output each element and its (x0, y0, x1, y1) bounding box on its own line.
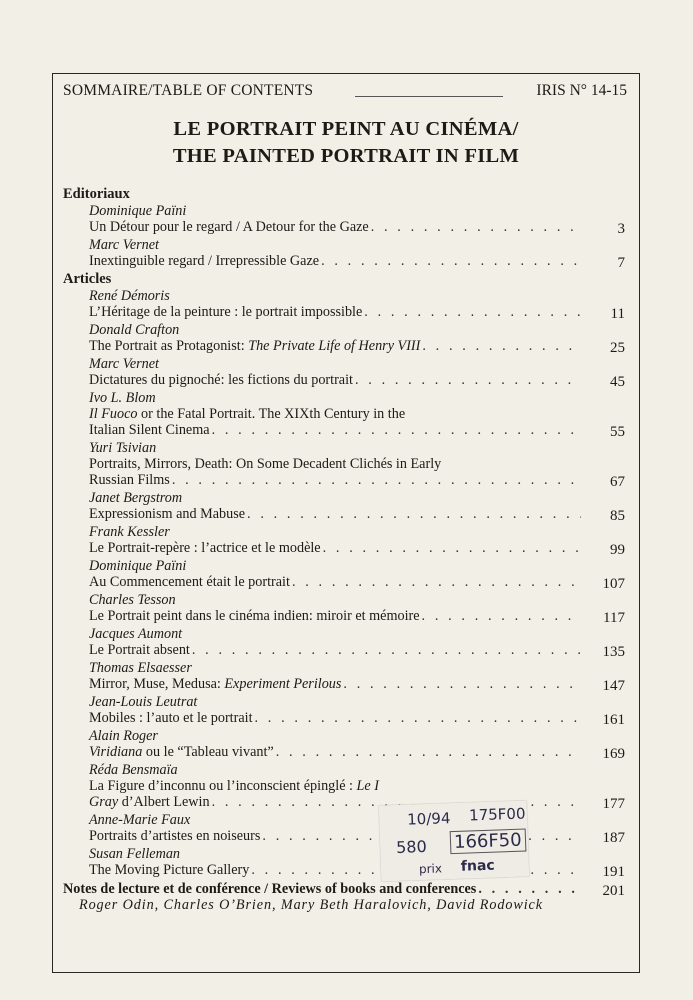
entry-author: Thomas Elsaesser (89, 660, 192, 676)
entry-author: Yuri Tsivian (89, 440, 157, 456)
entry-title-part: or the Fatal Portrait. The XIXth Century in the (137, 406, 406, 422)
entry-title (89, 794, 210, 810)
issue-title (53, 116, 639, 170)
entry-page: 135 (602, 644, 625, 660)
entry-page: 85 (610, 508, 625, 524)
sticker-store: fnac (460, 857, 495, 875)
entry-page: 161 (602, 712, 625, 728)
entry-author: Dominique Païni (89, 558, 187, 574)
entry-title: Au Commencement était le portrait (89, 574, 290, 590)
leader-dots (247, 506, 581, 522)
entry-author: René Démoris (89, 288, 170, 304)
toc-entry (63, 694, 625, 726)
entry-page: 117 (603, 610, 625, 626)
entry-page: 187 (602, 830, 625, 846)
section-editoriaux: Editoriaux (63, 186, 130, 202)
entry-title: Italian Silent Cinema (89, 422, 210, 438)
entry-title-line: Portraits, Mirrors, Death: On Some Decadent Clichés in Early (89, 456, 442, 472)
entry-title: Inextinguible regard / Irrepressible Gaze (89, 253, 320, 269)
entry-title: L’Héritage de la peinture : le portrait impossible (89, 304, 363, 320)
leader-dots (255, 710, 581, 726)
entry-title-film: The Private Life of Henry VIII (248, 338, 421, 354)
title-line-1: LE PORTRAIT PEINT AU CINÉMA/ (173, 118, 519, 140)
toc-entry (63, 846, 625, 878)
notes-authors: Roger Odin, Charles O’Brien, Mary Beth Haralovich, David Rodowick (79, 897, 543, 913)
toc-entry (63, 490, 625, 522)
header-rule (355, 96, 503, 97)
entry-page: 99 (610, 542, 625, 558)
toc-entry (63, 322, 625, 354)
entry-title-film: Viridiana (89, 744, 143, 760)
entry-page: 191 (602, 864, 625, 880)
sticker-date: 10/94 (406, 809, 451, 829)
entry-page: 25 (610, 340, 625, 356)
entry-author: Donald Crafton (89, 322, 180, 338)
entry-author: Charles Tesson (89, 592, 176, 608)
entry-author: Ivo L. Blom (89, 390, 156, 406)
entry-author: Dominique Païni (89, 203, 187, 219)
entry-author: Jacques Aumont (89, 626, 183, 642)
entry-page: 55 (610, 424, 625, 440)
toc-entry (63, 762, 625, 810)
toc-entry (63, 390, 625, 438)
section-articles: Articles (63, 271, 112, 287)
toc-entry (63, 592, 625, 624)
notes-page: 201 (602, 883, 625, 899)
leader-dots (172, 472, 581, 488)
entry-author: Réda Bensmaïa (89, 762, 178, 778)
entry-title: The Moving Picture Gallery (89, 862, 250, 878)
entry-page: 177 (602, 796, 625, 812)
entry-title-film: Experiment Perilous (224, 676, 342, 692)
header (63, 82, 627, 104)
entry-title-part: d’Albert Lewin (118, 794, 210, 810)
entry-page: 107 (602, 576, 625, 592)
toc-entry (63, 203, 625, 235)
entry-title: Russian Films (89, 472, 170, 488)
entry-title (89, 676, 341, 692)
toc-entry (63, 558, 625, 590)
entry-title: Mobiles : l’auto et le portrait (89, 710, 253, 726)
leader-dots (343, 676, 581, 692)
leader-dots (422, 608, 581, 624)
title-line-2: THE PAINTED PORTRAIT IN FILM (172, 145, 520, 167)
toc-entry (63, 812, 625, 844)
entry-title-film: Il Fuoco (89, 406, 138, 422)
notes-entry (63, 881, 625, 897)
leader-dots (321, 253, 581, 269)
entry-title (89, 744, 274, 760)
toc-entry (63, 288, 625, 320)
entry-author: Marc Vernet (89, 237, 159, 253)
leader-dots (422, 338, 581, 354)
toc-entry (63, 237, 625, 269)
entry-title-line (89, 406, 625, 422)
entry-author: Alain Roger (89, 728, 158, 744)
entry-title-part: ou le “Tableau vivant” (142, 744, 274, 760)
entry-title: Le Portrait peint dans le cinéma indien: miroir et mémoire (89, 608, 420, 624)
entry-page: 3 (617, 221, 625, 237)
entry-page: 169 (602, 746, 625, 762)
entry-title: Un Détour pour le regard / A Detour for the Gaze (89, 219, 369, 235)
toc-content (63, 186, 625, 913)
toc-entry (63, 626, 625, 658)
toc-entry (63, 440, 625, 488)
entry-title: Portraits d’artistes en noiseurs (89, 828, 261, 844)
issue-number: IRIS N° 14-15 (536, 82, 627, 99)
sticker-prix: prix (418, 861, 443, 877)
toc-frame (52, 73, 640, 973)
entry-title: Le Portrait absent (89, 642, 190, 658)
entry-title-part: The Portrait as Protagonist: (89, 338, 249, 354)
entry-title (89, 338, 420, 354)
toc-entry (63, 728, 625, 760)
leader-dots (371, 219, 581, 235)
leader-dots (355, 372, 581, 388)
entry-author: Jean-Louis Leutrat (89, 694, 198, 710)
entry-title: Expressionism and Mabuse (89, 506, 246, 522)
leader-dots (212, 422, 581, 438)
sticker-code: 175F00 (468, 804, 526, 825)
leader-dots (478, 881, 581, 897)
entry-title-film: Le I (356, 778, 379, 794)
entry-title-line (89, 778, 625, 794)
sticker-number: 580 (395, 836, 428, 858)
toc-heading: SOMMAIRE/TABLE OF CONTENTS (63, 82, 314, 99)
entry-author: Frank Kessler (89, 524, 170, 540)
entry-title-film: Gray (89, 794, 119, 810)
sticker-price: 166F50 (450, 829, 526, 855)
entry-page: 11 (610, 306, 625, 322)
leader-dots (192, 642, 581, 658)
entry-title: Le Portrait-repère : l’actrice et le modèle (89, 540, 321, 556)
entry-title-part: Mirror, Muse, Medusa: (89, 676, 225, 692)
entry-page: 7 (617, 255, 625, 271)
entry-page: 67 (610, 474, 625, 490)
notes-title: Notes de lecture et de conférence / Reviews of books and conferences (63, 881, 477, 897)
entry-author: Anne-Marie Faux (89, 812, 191, 828)
entry-author: Susan Felleman (89, 846, 181, 862)
entry-page: 147 (602, 678, 625, 694)
entry-title: Dictatures du pignoché: les fictions du portrait (89, 372, 353, 388)
toc-entry (63, 660, 625, 692)
entry-page: 45 (610, 374, 625, 390)
entry-author: Janet Bergstrom (89, 490, 183, 506)
entry-author: Marc Vernet (89, 356, 159, 372)
leader-dots (364, 304, 581, 320)
toc-entry (63, 524, 625, 556)
price-sticker (379, 800, 530, 881)
leader-dots (292, 574, 581, 590)
leader-dots (276, 744, 581, 760)
entry-title-part: La Figure d’inconnu ou l’inconscient épinglé : (89, 778, 357, 794)
toc-entry (63, 356, 625, 388)
leader-dots (323, 540, 581, 556)
